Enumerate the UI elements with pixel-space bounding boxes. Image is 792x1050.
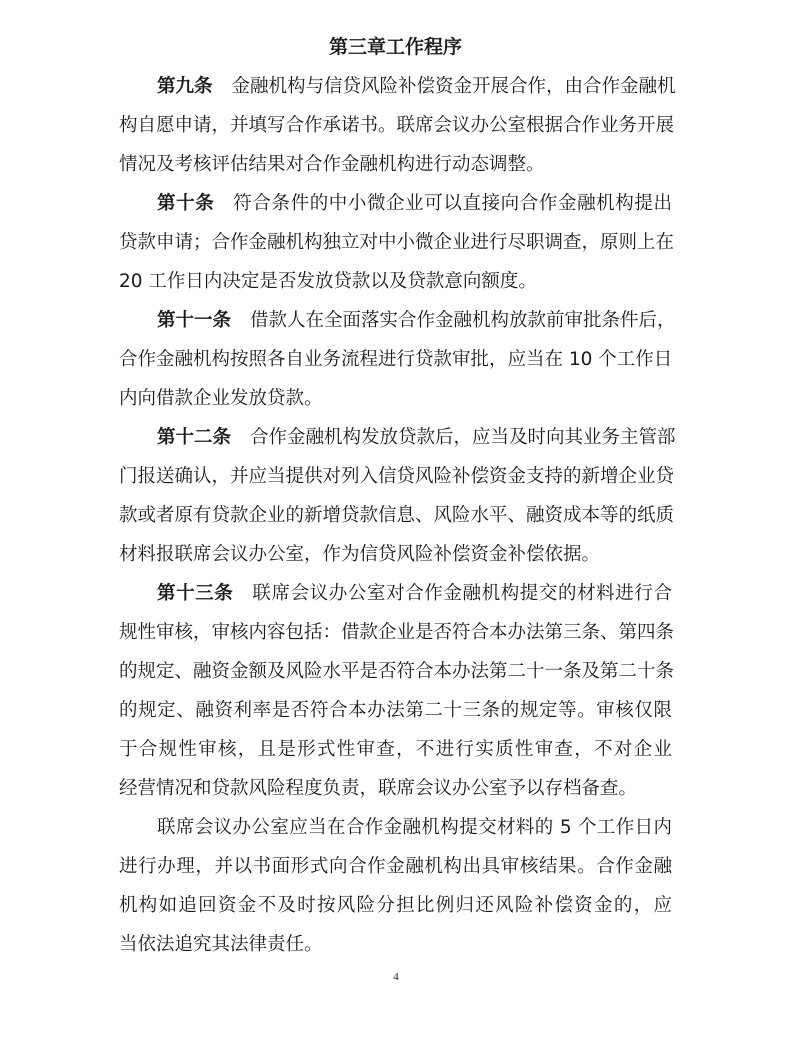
article-12 bbox=[119, 418, 676, 574]
article-label: 第十三条 bbox=[157, 583, 234, 604]
paragraph-line: 内向借款企业发放贷款。 bbox=[119, 388, 323, 409]
article-label: 第九条 bbox=[157, 76, 213, 97]
paragraph-line: 情况及考核评估结果对合作金融机构进行动态调整。 bbox=[119, 154, 545, 175]
paragraph-line bbox=[119, 184, 672, 223]
line-text: 金融机构与信贷风险补偿资金开展合作，由合作金融机 bbox=[231, 76, 676, 97]
paragraph-line bbox=[119, 67, 676, 106]
paragraph-line: 材料报联席会议办公室，作为信贷风险补偿资金补偿依据。 bbox=[119, 544, 601, 565]
paragraph-line: 构自愿申请，并填写合作承诺书。联席会议办公室根据合作业务开展 bbox=[119, 115, 675, 136]
article-label: 第十条 bbox=[157, 193, 215, 214]
chapter-title: 第三章工作程序 bbox=[328, 36, 462, 58]
line-text: 联席会议办公室对合作金融机构提交的材料进行合 bbox=[252, 583, 672, 604]
paragraph-line: 合作金融机构按照各自业务流程进行贷款审批，应当在 10 个工作日 bbox=[119, 349, 673, 370]
paragraph-line: 款或者原有贷款企业的新增贷款信息、风险水平、融资成本等的纸质 bbox=[119, 505, 675, 526]
paragraph-line: 进行办理，并以书面形式向合作金融机构出具审核结果。合作金融 bbox=[119, 856, 672, 877]
line-text: 借款人在全面落实合作金融机构放款前审批条件后， bbox=[250, 310, 676, 331]
page-number: 4 bbox=[393, 971, 399, 983]
line-text: 符合条件的中小微企业可以直接向合作金融机构提出 bbox=[233, 193, 672, 214]
paragraph-line bbox=[119, 418, 676, 457]
paragraph-line: 贷款申请；合作金融机构独立对中小微企业进行尽职调查，原则上在 bbox=[119, 232, 675, 253]
paragraph-line: 于合规性审核，且是形式性审查，不进行实质性审查，不对企业 bbox=[119, 739, 672, 760]
paragraph-line: 门报送确认，并应当提供对列入信贷风险补偿资金支持的新增企业贷 bbox=[119, 466, 675, 487]
paragraph-line: 联席会议办公室应当在合作金融机构提交材料的 5 个工作日内 bbox=[157, 817, 672, 838]
article-10 bbox=[119, 184, 675, 301]
paragraph-line bbox=[119, 574, 672, 613]
line-text: 合作金融机构发放贷款后，应当及时向其业务主管部 bbox=[250, 427, 676, 448]
document-page bbox=[119, 28, 676, 964]
paragraph-line: 机构如追回资金不及时按风险分担比例归还风险补偿资金的，应 bbox=[119, 895, 672, 916]
article-13 bbox=[119, 574, 675, 808]
closing-paragraph bbox=[119, 808, 672, 964]
paragraph-line: 规性审核，审核内容包括：借款企业是否符合本办法第三条、第四条 bbox=[119, 622, 675, 643]
paragraph-line: 的规定、融资利率是否符合本办法第二十三条的规定等。审核仅限 bbox=[119, 700, 672, 721]
article-11 bbox=[119, 301, 676, 418]
paragraph-line: 经营情况和贷款风险程度负责，联席会议办公室予以存档备查。 bbox=[119, 778, 638, 799]
paragraph-line: 当依法追究其法律责任。 bbox=[119, 934, 323, 955]
article-9 bbox=[119, 67, 676, 184]
article-label: 第十一条 bbox=[157, 310, 232, 331]
paragraph-line: 的规定、融资金额及风险水平是否符合本办法第二十一条及第二十条 bbox=[119, 661, 675, 682]
paragraph-line: 20 工作日内决定是否发放贷款以及贷款意向额度。 bbox=[119, 271, 537, 292]
paragraph-line bbox=[119, 301, 676, 340]
article-label: 第十二条 bbox=[157, 427, 232, 448]
